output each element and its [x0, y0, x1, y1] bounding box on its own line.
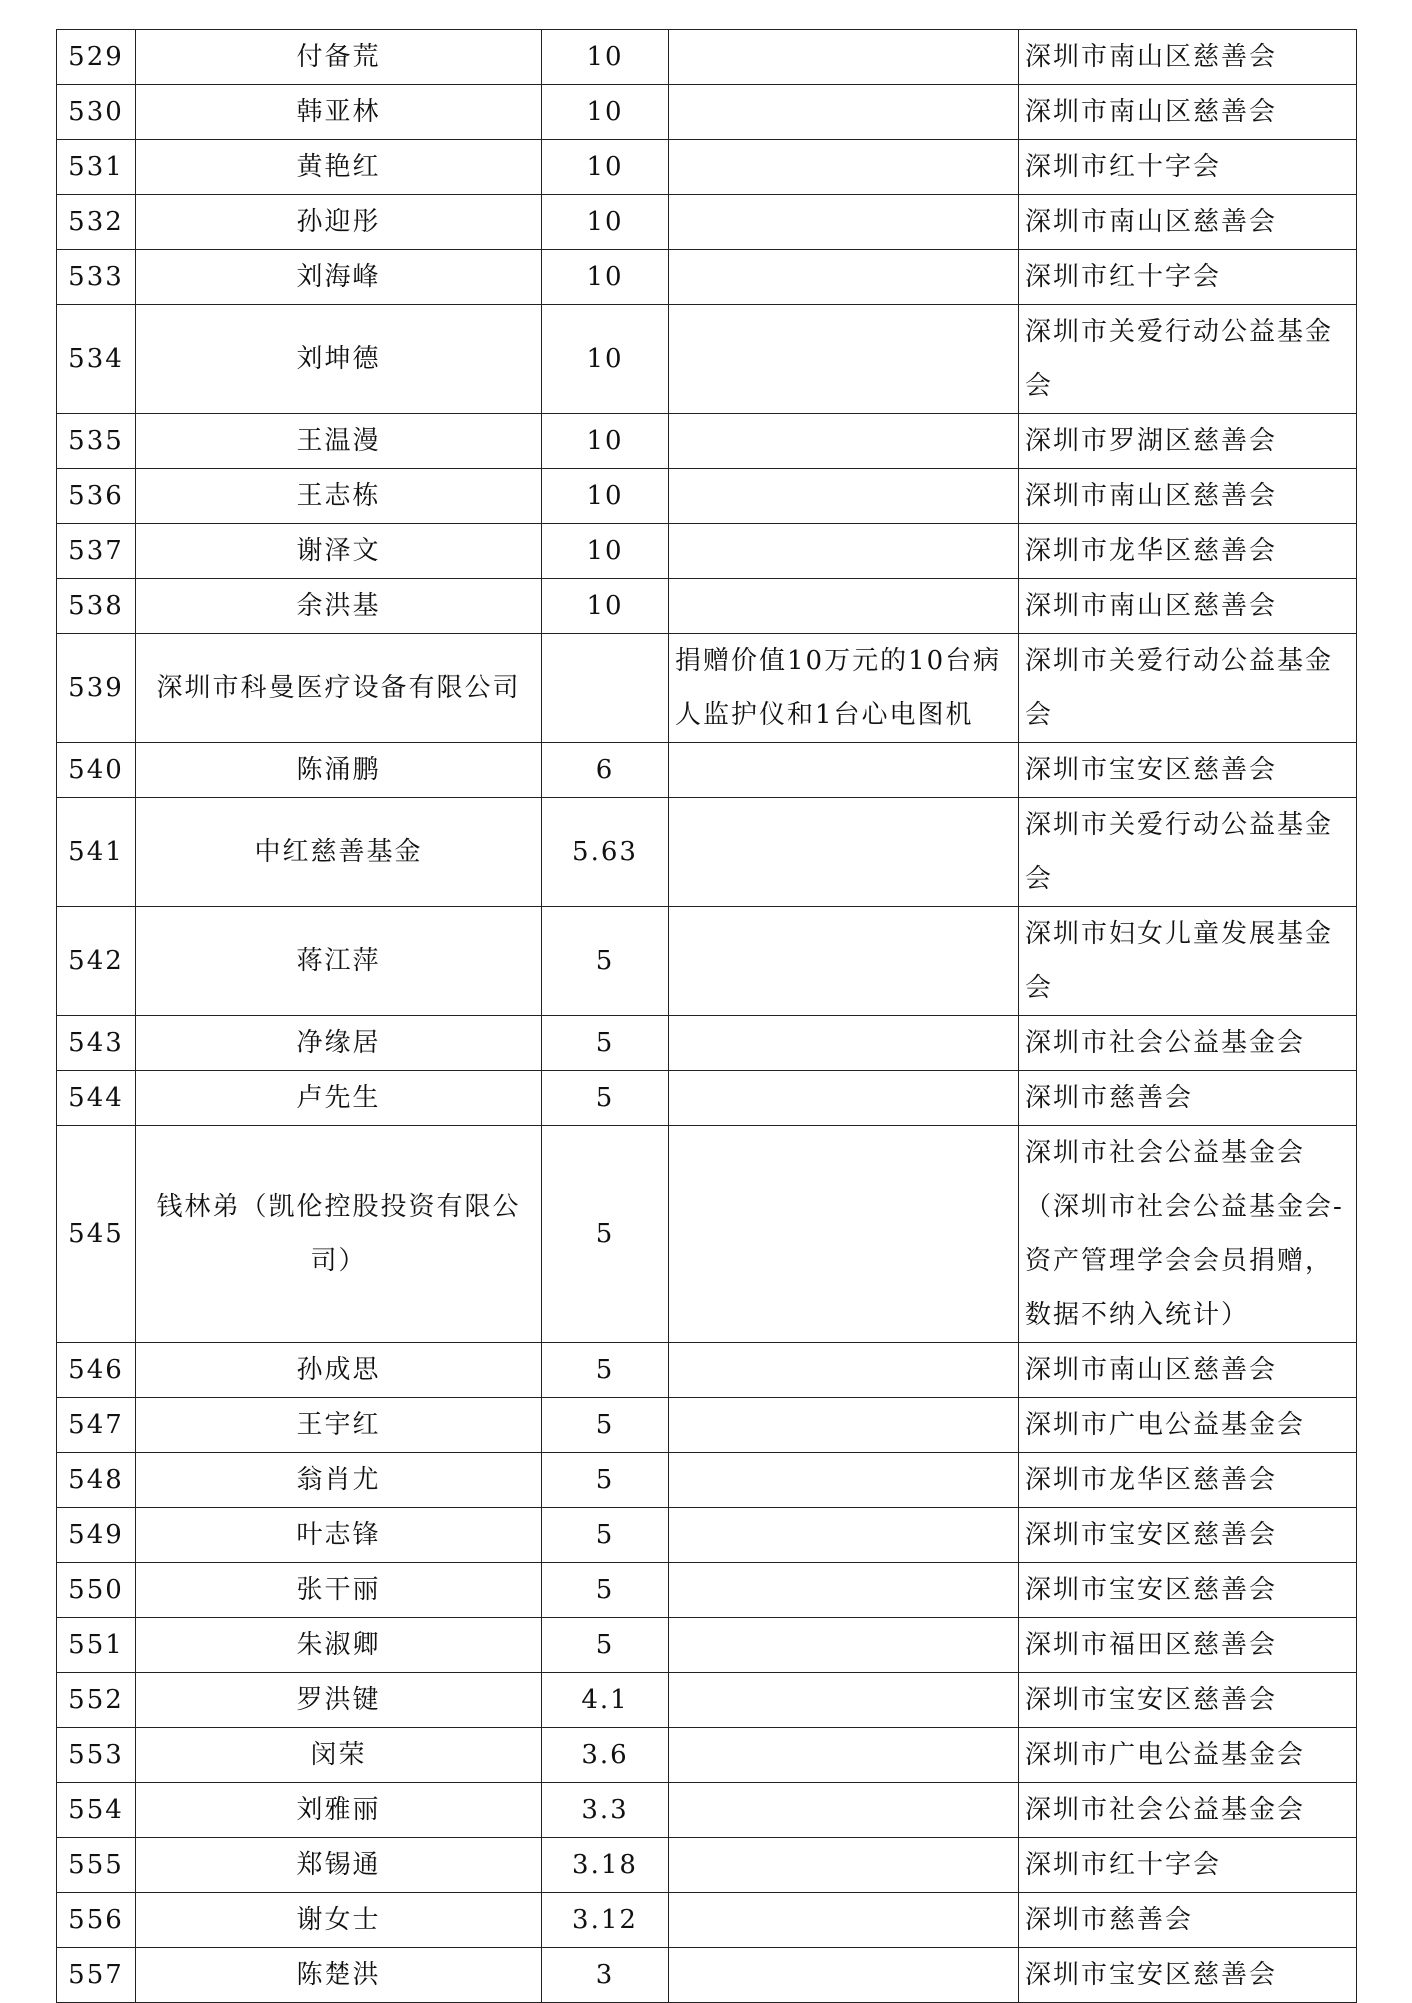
table-row — [57, 1126, 1357, 1343]
table-body — [57, 30, 1357, 2003]
donor-name: 王宇红 — [136, 1398, 542, 1453]
table-row — [57, 1563, 1357, 1618]
table-row — [57, 634, 1357, 743]
row-number: 529 — [57, 30, 136, 85]
table-row — [57, 1508, 1357, 1563]
donor-name: 谢泽文 — [136, 524, 542, 579]
row-number: 551 — [57, 1618, 136, 1673]
table-row — [57, 414, 1357, 469]
donor-name: 闵荣 — [136, 1728, 542, 1783]
donation-note — [669, 1563, 1019, 1618]
row-number: 549 — [57, 1508, 136, 1563]
donation-note — [669, 1453, 1019, 1508]
donor-name: 罗洪键 — [136, 1673, 542, 1728]
donation-note — [669, 579, 1019, 634]
table-row — [57, 85, 1357, 140]
donor-name: 叶志锋 — [136, 1508, 542, 1563]
recipient-organization: 深圳市龙华区慈善会 — [1019, 1453, 1357, 1508]
donation-note — [669, 1016, 1019, 1071]
donation-amount: 6 — [542, 743, 669, 798]
donor-name: 深圳市科曼医疗设备有限公司 — [136, 634, 542, 743]
donor-name: 王志栋 — [136, 469, 542, 524]
donation-note — [669, 1071, 1019, 1126]
donation-note — [669, 1673, 1019, 1728]
donation-amount: 5 — [542, 1398, 669, 1453]
row-number: 547 — [57, 1398, 136, 1453]
donation-amount: 5 — [542, 907, 669, 1016]
donation-table — [56, 29, 1357, 2003]
donation-note — [669, 469, 1019, 524]
table-row — [57, 1398, 1357, 1453]
donor-name: 陈楚洪 — [136, 1948, 542, 2003]
recipient-organization: 深圳市关爱行动公益基金会 — [1019, 305, 1357, 414]
recipient-organization: 深圳市南山区慈善会 — [1019, 85, 1357, 140]
donation-amount: 4.1 — [542, 1673, 669, 1728]
table-row — [57, 305, 1357, 414]
table-row — [57, 469, 1357, 524]
donor-name: 净缘居 — [136, 1016, 542, 1071]
donation-note — [669, 305, 1019, 414]
table-row — [57, 524, 1357, 579]
row-number: 538 — [57, 579, 136, 634]
recipient-organization: 深圳市慈善会 — [1019, 1071, 1357, 1126]
table-row — [57, 579, 1357, 634]
recipient-organization: 深圳市龙华区慈善会 — [1019, 524, 1357, 579]
donation-amount — [542, 634, 669, 743]
row-number: 552 — [57, 1673, 136, 1728]
donation-note — [669, 1838, 1019, 1893]
donation-note — [669, 1783, 1019, 1838]
table-row — [57, 1948, 1357, 2003]
donation-note — [669, 414, 1019, 469]
donor-name: 韩亚林 — [136, 85, 542, 140]
table-row — [57, 1071, 1357, 1126]
row-number: 536 — [57, 469, 136, 524]
recipient-organization: 深圳市宝安区慈善会 — [1019, 1563, 1357, 1618]
donation-amount: 5 — [542, 1343, 669, 1398]
donation-note — [669, 1343, 1019, 1398]
row-number: 540 — [57, 743, 136, 798]
donor-name: 刘坤德 — [136, 305, 542, 414]
recipient-organization: 深圳市关爱行动公益基金会 — [1019, 798, 1357, 907]
recipient-organization: 深圳市南山区慈善会 — [1019, 1343, 1357, 1398]
recipient-organization: 深圳市红十字会 — [1019, 250, 1357, 305]
row-number: 554 — [57, 1783, 136, 1838]
donation-amount: 5 — [542, 1126, 669, 1343]
donation-note — [669, 907, 1019, 1016]
donation-amount: 5 — [542, 1563, 669, 1618]
donor-name: 朱淑卿 — [136, 1618, 542, 1673]
row-number: 546 — [57, 1343, 136, 1398]
recipient-organization: 深圳市红十字会 — [1019, 140, 1357, 195]
donor-name: 孙迎彤 — [136, 195, 542, 250]
table-row — [57, 140, 1357, 195]
table-row — [57, 1783, 1357, 1838]
recipient-organization: 深圳市宝安区慈善会 — [1019, 1673, 1357, 1728]
donation-note — [669, 30, 1019, 85]
recipient-organization: 深圳市社会公益基金会（深圳市社会公益基金会-资产管理学会会员捐赠，数据不纳入统计） — [1019, 1126, 1357, 1343]
donor-name: 孙成思 — [136, 1343, 542, 1398]
row-number: 539 — [57, 634, 136, 743]
donation-amount: 10 — [542, 414, 669, 469]
donation-amount: 3.6 — [542, 1728, 669, 1783]
donation-note — [669, 195, 1019, 250]
donor-name: 谢女士 — [136, 1893, 542, 1948]
recipient-organization: 深圳市罗湖区慈善会 — [1019, 414, 1357, 469]
row-number: 545 — [57, 1126, 136, 1343]
table-row — [57, 250, 1357, 305]
table-row — [57, 1838, 1357, 1893]
donation-amount: 10 — [542, 305, 669, 414]
table-row — [57, 195, 1357, 250]
donation-note — [669, 1728, 1019, 1783]
recipient-organization: 深圳市宝安区慈善会 — [1019, 743, 1357, 798]
row-number: 548 — [57, 1453, 136, 1508]
recipient-organization: 深圳市广电公益基金会 — [1019, 1398, 1357, 1453]
donation-note: 捐赠价值10万元的10台病人监护仪和1台心电图机 — [669, 634, 1019, 743]
donation-amount: 10 — [542, 250, 669, 305]
recipient-organization: 深圳市红十字会 — [1019, 1838, 1357, 1893]
row-number: 557 — [57, 1948, 136, 2003]
donor-name: 黄艳红 — [136, 140, 542, 195]
donor-name: 蒋江萍 — [136, 907, 542, 1016]
table-row — [57, 1618, 1357, 1673]
donation-note — [669, 1948, 1019, 2003]
donation-amount: 3.3 — [542, 1783, 669, 1838]
row-number: 542 — [57, 907, 136, 1016]
donation-note — [669, 1618, 1019, 1673]
row-number: 543 — [57, 1016, 136, 1071]
recipient-organization: 深圳市社会公益基金会 — [1019, 1016, 1357, 1071]
donor-name: 卢先生 — [136, 1071, 542, 1126]
donor-name: 刘雅丽 — [136, 1783, 542, 1838]
row-number: 531 — [57, 140, 136, 195]
table-row — [57, 1453, 1357, 1508]
donation-amount: 10 — [542, 85, 669, 140]
table-row — [57, 1673, 1357, 1728]
donation-note — [669, 250, 1019, 305]
table-row — [57, 30, 1357, 85]
table-row — [57, 1893, 1357, 1948]
donation-amount: 5.63 — [542, 798, 669, 907]
donation-note — [669, 1398, 1019, 1453]
donation-note — [669, 1126, 1019, 1343]
donation-amount: 10 — [542, 195, 669, 250]
donor-name: 刘海峰 — [136, 250, 542, 305]
row-number: 550 — [57, 1563, 136, 1618]
donation-note — [669, 85, 1019, 140]
donation-note — [669, 798, 1019, 907]
donation-note — [669, 743, 1019, 798]
donation-amount: 3 — [542, 1948, 669, 2003]
donor-name: 王温漫 — [136, 414, 542, 469]
recipient-organization: 深圳市关爱行动公益基金会 — [1019, 634, 1357, 743]
donation-amount: 10 — [542, 140, 669, 195]
donor-name: 郑锡通 — [136, 1838, 542, 1893]
row-number: 555 — [57, 1838, 136, 1893]
donation-amount: 5 — [542, 1508, 669, 1563]
recipient-organization: 深圳市宝安区慈善会 — [1019, 1508, 1357, 1563]
donation-note — [669, 524, 1019, 579]
donation-amount: 3.12 — [542, 1893, 669, 1948]
donation-note — [669, 1508, 1019, 1563]
recipient-organization: 深圳市广电公益基金会 — [1019, 1728, 1357, 1783]
recipient-organization: 深圳市南山区慈善会 — [1019, 30, 1357, 85]
table-row — [57, 743, 1357, 798]
donation-amount: 10 — [542, 30, 669, 85]
row-number: 544 — [57, 1071, 136, 1126]
recipient-organization: 深圳市南山区慈善会 — [1019, 579, 1357, 634]
row-number: 535 — [57, 414, 136, 469]
table-row — [57, 798, 1357, 907]
row-number: 541 — [57, 798, 136, 907]
donor-name: 翁肖尤 — [136, 1453, 542, 1508]
row-number: 532 — [57, 195, 136, 250]
donation-amount: 10 — [542, 579, 669, 634]
row-number: 530 — [57, 85, 136, 140]
recipient-organization: 深圳市南山区慈善会 — [1019, 469, 1357, 524]
recipient-organization: 深圳市南山区慈善会 — [1019, 195, 1357, 250]
table-row — [57, 1728, 1357, 1783]
recipient-organization: 深圳市社会公益基金会 — [1019, 1783, 1357, 1838]
table-row — [57, 907, 1357, 1016]
donation-note — [669, 1893, 1019, 1948]
donation-note — [669, 140, 1019, 195]
row-number: 556 — [57, 1893, 136, 1948]
recipient-organization: 深圳市福田区慈善会 — [1019, 1618, 1357, 1673]
donation-amount: 5 — [542, 1016, 669, 1071]
recipient-organization: 深圳市宝安区慈善会 — [1019, 1948, 1357, 2003]
donation-amount: 3.18 — [542, 1838, 669, 1893]
row-number: 533 — [57, 250, 136, 305]
recipient-organization: 深圳市慈善会 — [1019, 1893, 1357, 1948]
row-number: 534 — [57, 305, 136, 414]
donor-name: 付备荒 — [136, 30, 542, 85]
table-row — [57, 1343, 1357, 1398]
donation-amount: 5 — [542, 1453, 669, 1508]
donor-name: 陈涌鹏 — [136, 743, 542, 798]
donor-name: 张干丽 — [136, 1563, 542, 1618]
donation-amount: 10 — [542, 469, 669, 524]
recipient-organization: 深圳市妇女儿童发展基金会 — [1019, 907, 1357, 1016]
donor-name: 中红慈善基金 — [136, 798, 542, 907]
row-number: 553 — [57, 1728, 136, 1783]
table-row — [57, 1016, 1357, 1071]
row-number: 537 — [57, 524, 136, 579]
donor-name: 钱林弟（凯伦控股投资有限公司） — [136, 1126, 542, 1343]
donor-name: 余洪基 — [136, 579, 542, 634]
donation-amount: 5 — [542, 1071, 669, 1126]
donation-amount: 5 — [542, 1618, 669, 1673]
donation-amount: 10 — [542, 524, 669, 579]
